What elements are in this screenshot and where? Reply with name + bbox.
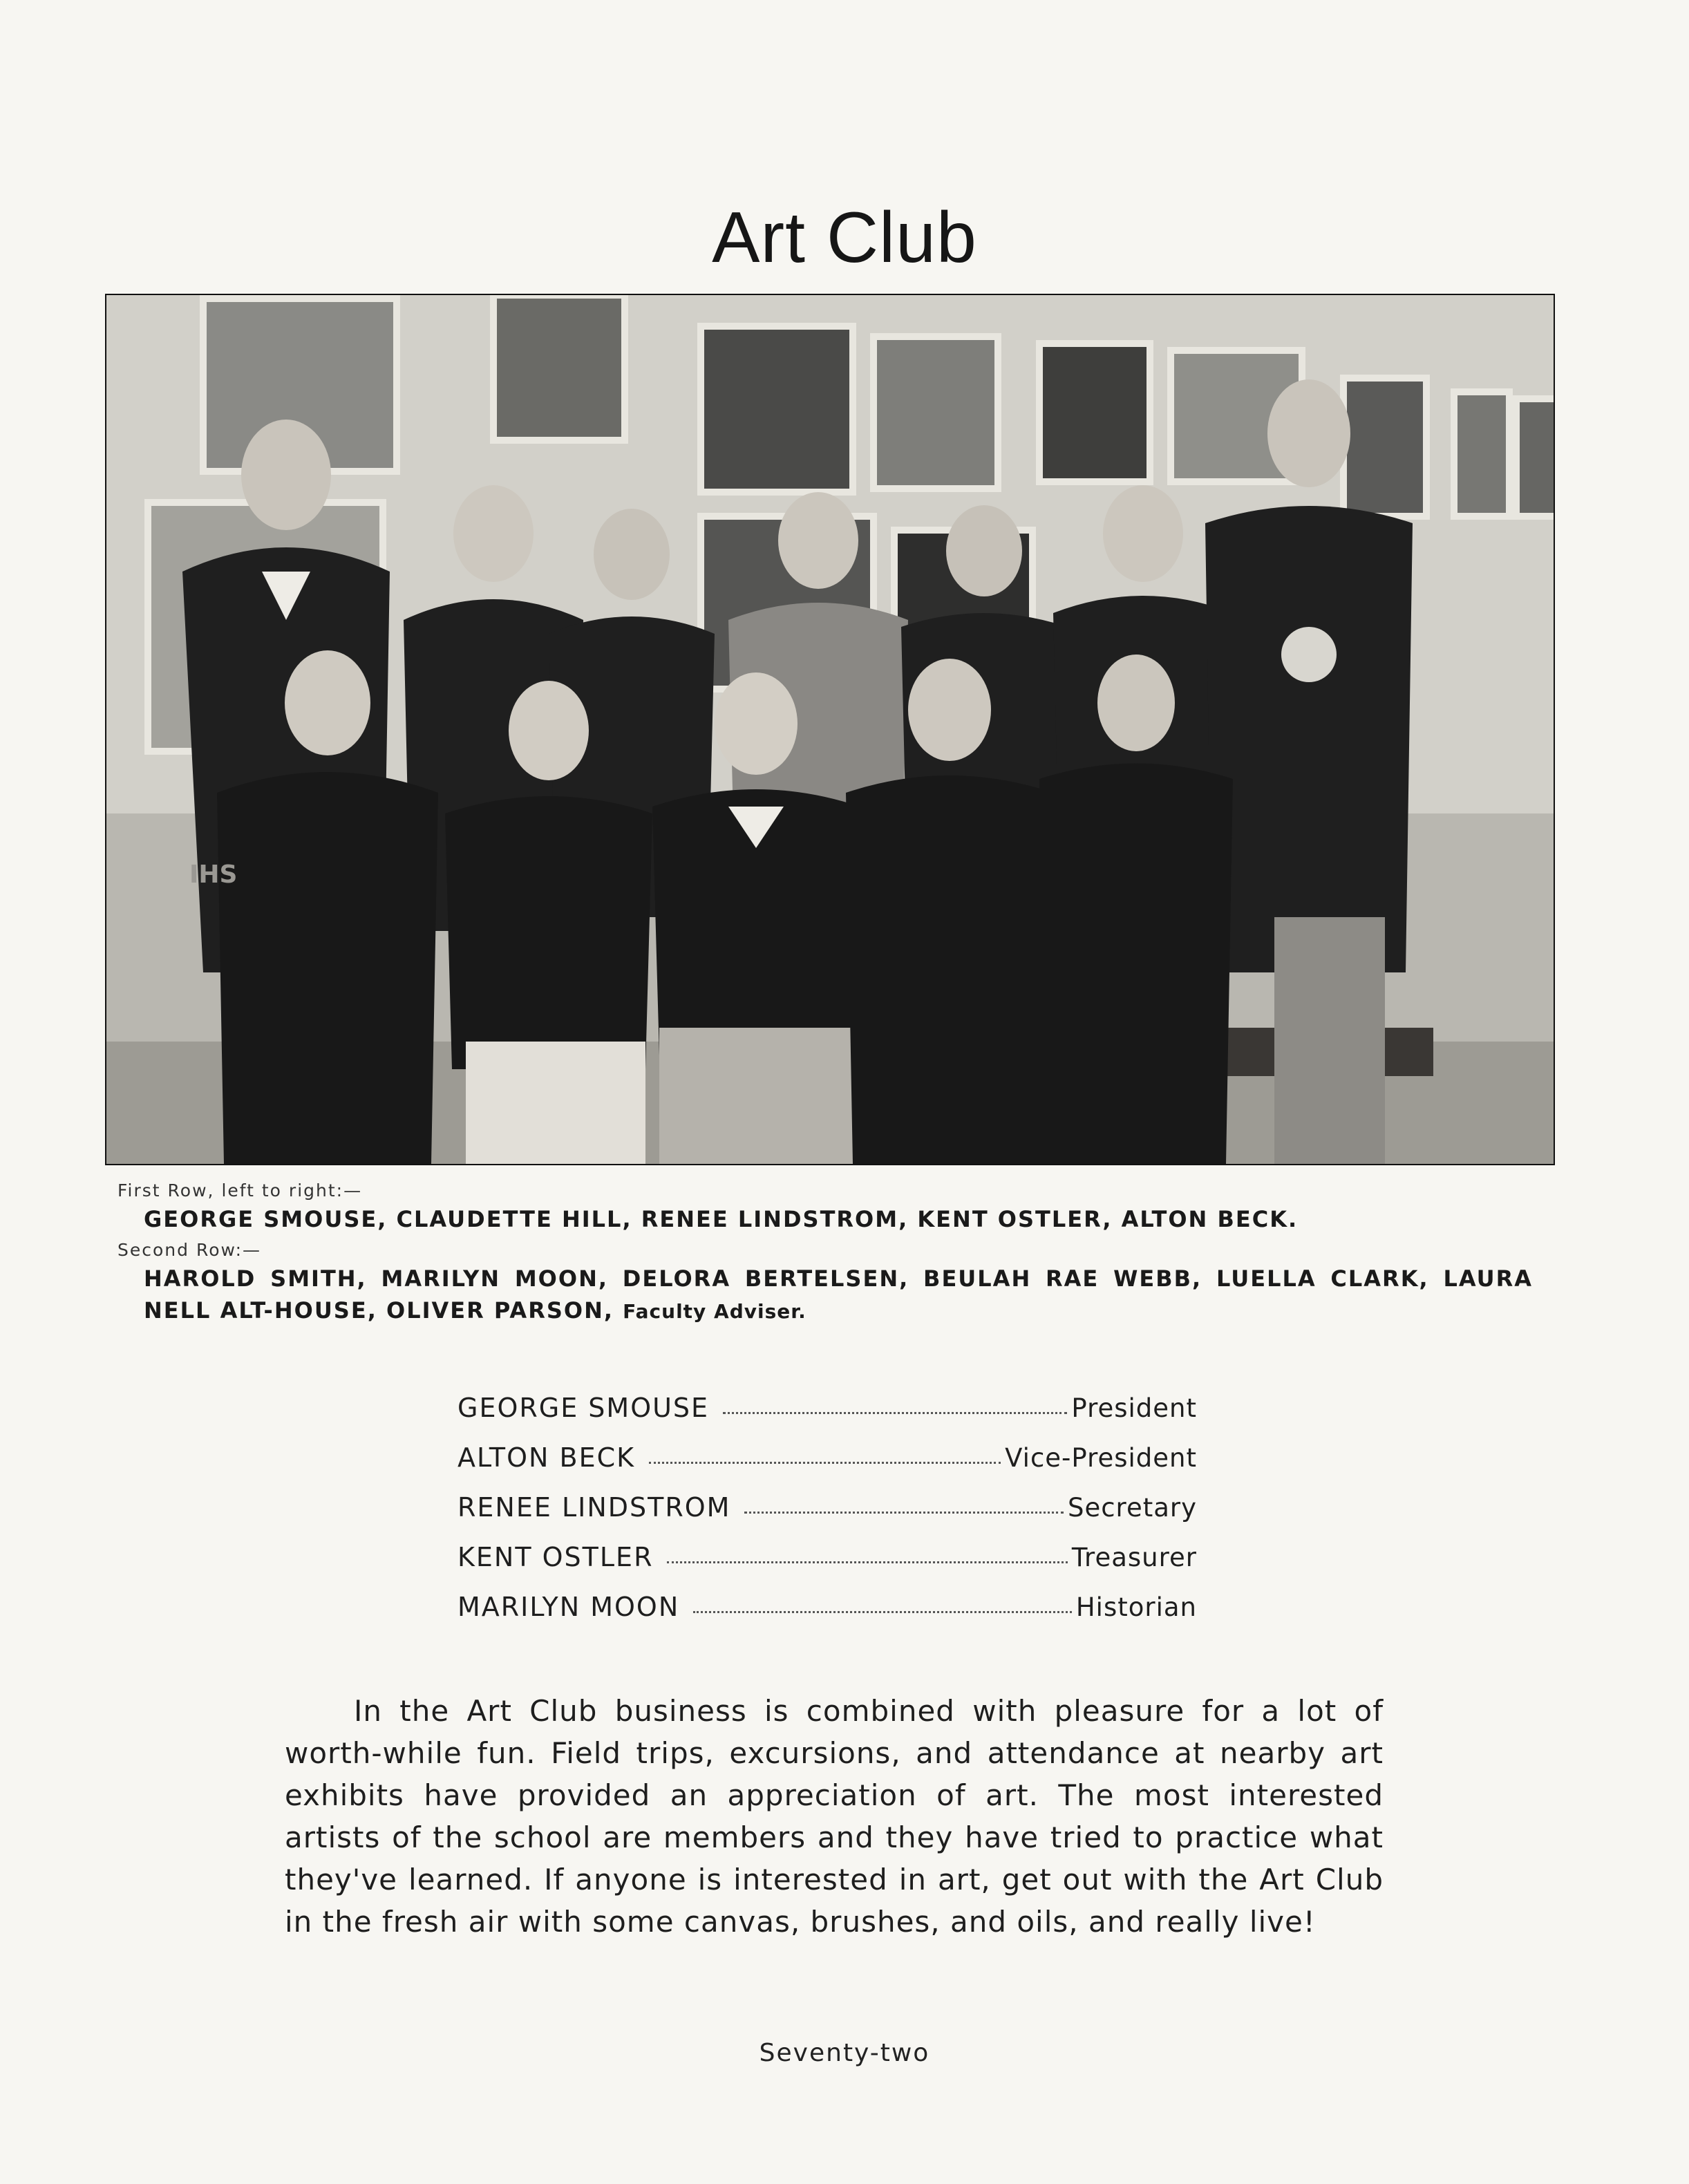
officer-row [457,1492,1197,1542]
officer-name: ALTON BECK [457,1442,636,1473]
page-title: Art Club [712,197,977,278]
officer-row [457,1442,1197,1492]
first-row-names: GEORGE SMOUSE, CLAUDETTE HILL, RENEE LINDSTROM, KENT OSTLER, ALTON BECK. [144,1206,1299,1232]
dot-leader [667,1561,1067,1563]
officer-name: GEORGE SMOUSE [457,1393,710,1423]
officer-name: MARILYN MOON [457,1592,680,1622]
officer-role: Historian [1075,1592,1197,1622]
officer-role: Vice-President [1005,1443,1197,1473]
officer-name: KENT OSTLER [457,1542,654,1572]
officers-list [457,1393,1197,1641]
officer-row [457,1592,1197,1641]
officer-role: Treasurer [1071,1543,1197,1572]
page-number: Seventy-two [759,2039,930,2067]
officer-name: RENEE LINDSTROM [457,1492,731,1523]
dot-leader [723,1412,1067,1414]
officer-row [457,1542,1197,1592]
dot-leader [693,1611,1072,1613]
second-row-heading: Second Row:— [117,1240,261,1260]
first-row-heading: First Row, left to right:— [117,1180,363,1201]
second-row-names: HAROLD SMITH, MARILYN MOON, DELORA BERTELSEN, BEULAH RAE WEBB, LUELLA CLARK, LAURA NELL ALT-HOUSE, OLIVER PARSON, [144,1265,1533,1324]
officer-row [457,1393,1197,1442]
group-photo [105,294,1555,1165]
dot-leader [744,1512,1064,1514]
photo-caption [117,1178,1562,1330]
officer-role: President [1071,1393,1197,1423]
dot-leader [649,1462,1001,1464]
club-description: In the Art Club business is combined with pleasure for a lot of worth-while fun. Field trips, excursions, and attendance at nearby art exhibits have provided an appreciation of art. The most interested artists of the school are members and they have tried to practice what they've learned. If anyone is interested in art, get out with the Art Club in the fresh air with some canvas, brushes, and oils, and really live! [285,1694,1384,1939]
faculty-adviser-label: Faculty Adviser. [623,1300,806,1323]
officer-role: Secretary [1067,1493,1197,1523]
second-row-names-block [144,1263,1533,1328]
svg-text:IHS: IHS [189,860,238,889]
group-photo-illustration [106,295,1554,1164]
